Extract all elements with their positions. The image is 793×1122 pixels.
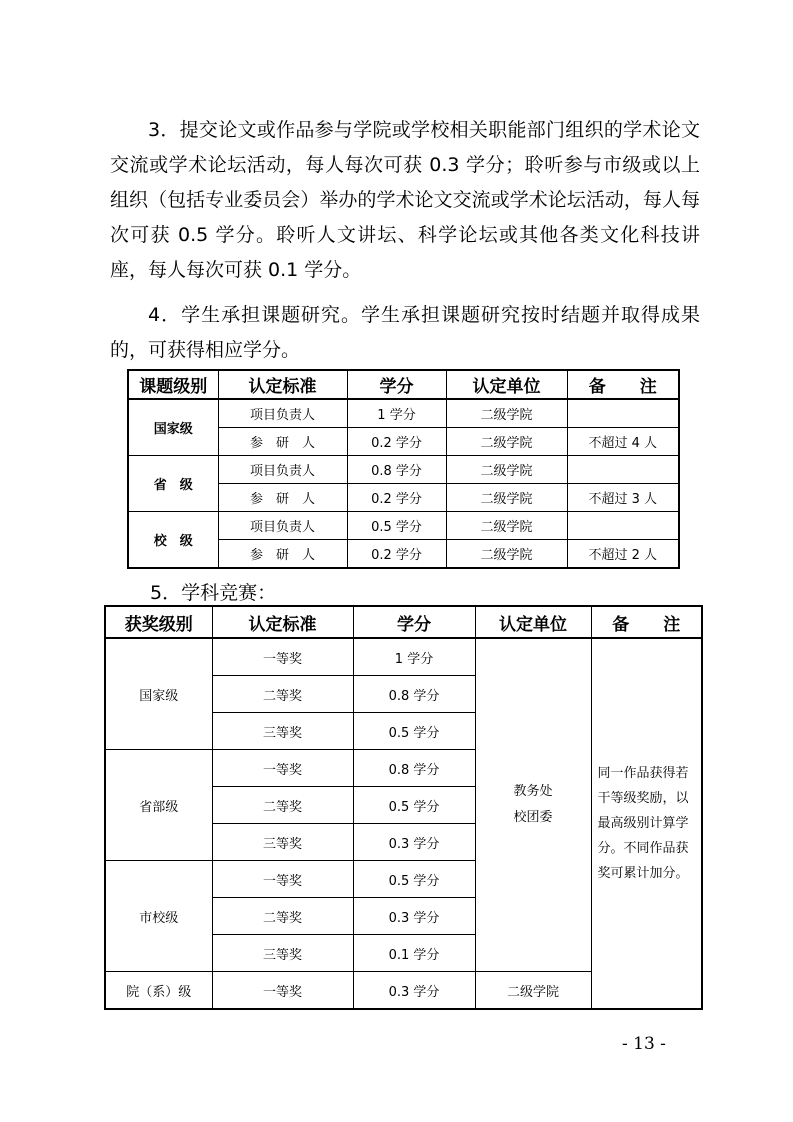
credit-cell: 1 学分 (353, 638, 475, 676)
credit-cell: 0.8 学分 (353, 750, 475, 787)
credit-cell: 0.5 学分 (353, 713, 475, 750)
standard-cell: 项目负责人 (218, 456, 347, 484)
standard-cell: 项目负责人 (218, 512, 347, 540)
level-cell: 省部级 (105, 750, 212, 861)
unit-line: 校团委 (513, 810, 553, 825)
table-row (128, 399, 679, 428)
table-header-row (105, 606, 702, 638)
standard-cell: 二等奖 (212, 787, 353, 824)
note-cell: 不超过 3 人 (567, 484, 679, 512)
credit-cell: 0.8 学分 (353, 676, 475, 713)
research-credit-table (127, 369, 680, 569)
note-cell (567, 456, 679, 484)
note-cell: 不超过 2 人 (567, 540, 679, 569)
column-header: 课题级别 (128, 370, 218, 399)
table-header-row (128, 370, 679, 399)
credit-cell: 0.8 学分 (347, 456, 446, 484)
column-header: 获奖级别 (105, 606, 212, 638)
credit-cell: 0.2 学分 (347, 484, 446, 512)
note-cell (567, 512, 679, 540)
level-cell: 校 级 (128, 512, 218, 569)
competition-credit-table (104, 605, 703, 1010)
unit-cell: 二级学院 (446, 484, 567, 512)
paragraph-4 (110, 298, 700, 368)
credit-cell: 0.3 学分 (353, 824, 475, 861)
column-header: 认定标准 (212, 606, 353, 638)
note-cell (567, 399, 679, 428)
unit-cell: 二级学院 (446, 456, 567, 484)
level-cell: 院（系）级 (105, 972, 212, 1010)
credit-cell: 0.3 学分 (353, 972, 475, 1010)
credit-cell: 0.1 学分 (353, 935, 475, 972)
credit-cell: 0.5 学分 (353, 861, 475, 898)
credit-cell: 0.5 学分 (347, 512, 446, 540)
unit-cell-college: 二级学院 (475, 972, 591, 1010)
table-row (128, 512, 679, 540)
standard-cell: 参 研 人 (218, 484, 347, 512)
unit-cell: 二级学院 (446, 428, 567, 456)
standard-cell: 一等奖 (212, 861, 353, 898)
unit-cell-main (475, 638, 591, 972)
standard-cell: 二等奖 (212, 898, 353, 935)
credit-cell: 0.2 学分 (347, 428, 446, 456)
unit-cell: 二级学院 (446, 399, 567, 428)
unit-cell: 二级学院 (446, 512, 567, 540)
level-cell: 国家级 (128, 399, 218, 456)
column-header: 认定标准 (218, 370, 347, 399)
credit-cell: 1 学分 (347, 399, 446, 428)
credit-cell: 0.5 学分 (353, 787, 475, 824)
paragraph-4-text: 4．学生承担课题研究。学生承担课题研究按时结题并取得成果的，可获得相应学分。 (110, 304, 700, 361)
level-cell: 市校级 (105, 861, 212, 972)
column-header: 备 注 (591, 606, 702, 638)
standard-cell: 三等奖 (212, 935, 353, 972)
unit-line: 教务处 (513, 784, 553, 799)
column-header: 学分 (347, 370, 446, 399)
standard-cell: 三等奖 (212, 713, 353, 750)
standard-cell: 二等奖 (212, 676, 353, 713)
standard-cell: 参 研 人 (218, 540, 347, 569)
level-cell: 省 级 (128, 456, 218, 512)
table-row (128, 456, 679, 484)
paragraph-3-text: 3．提交论文或作品参与学院或学校相关职能部门组织的学术论文交流或学术论坛活动，每人每次可获 0.3 学分；聆听参与市级或以上组织（包括专业委员会）举办的学术论文交流或学术论坛活动，每人每次可获 0.5 学分。聆听人文讲坛、科学论坛或其他各类文化科技讲座，每人每次可获 0.1 学分。 (110, 119, 700, 281)
level-cell: 国家级 (105, 638, 212, 750)
column-header: 学分 (353, 606, 475, 638)
note-cell: 同一作品获得若干等级奖励，以最高级别计算学分。不同作品获奖可累计加分。 (591, 638, 702, 1009)
column-header: 认定单位 (446, 370, 567, 399)
standard-cell: 一等奖 (212, 750, 353, 787)
paragraph-3 (110, 113, 700, 288)
standard-cell: 一等奖 (212, 972, 353, 1010)
page-number: - 13 - (622, 1034, 666, 1054)
credit-cell: 0.3 学分 (353, 898, 475, 935)
note-cell: 不超过 4 人 (567, 428, 679, 456)
column-header: 备 注 (567, 370, 679, 399)
standard-cell: 一等奖 (212, 638, 353, 676)
standard-cell: 三等奖 (212, 824, 353, 861)
table-row (105, 638, 702, 676)
standard-cell: 项目负责人 (218, 399, 347, 428)
standard-cell: 参 研 人 (218, 428, 347, 456)
section-heading-5: 5．学科竞赛： (150, 582, 277, 604)
unit-cell: 二级学院 (446, 540, 567, 569)
column-header: 认定单位 (475, 606, 591, 638)
credit-cell: 0.2 学分 (347, 540, 446, 569)
